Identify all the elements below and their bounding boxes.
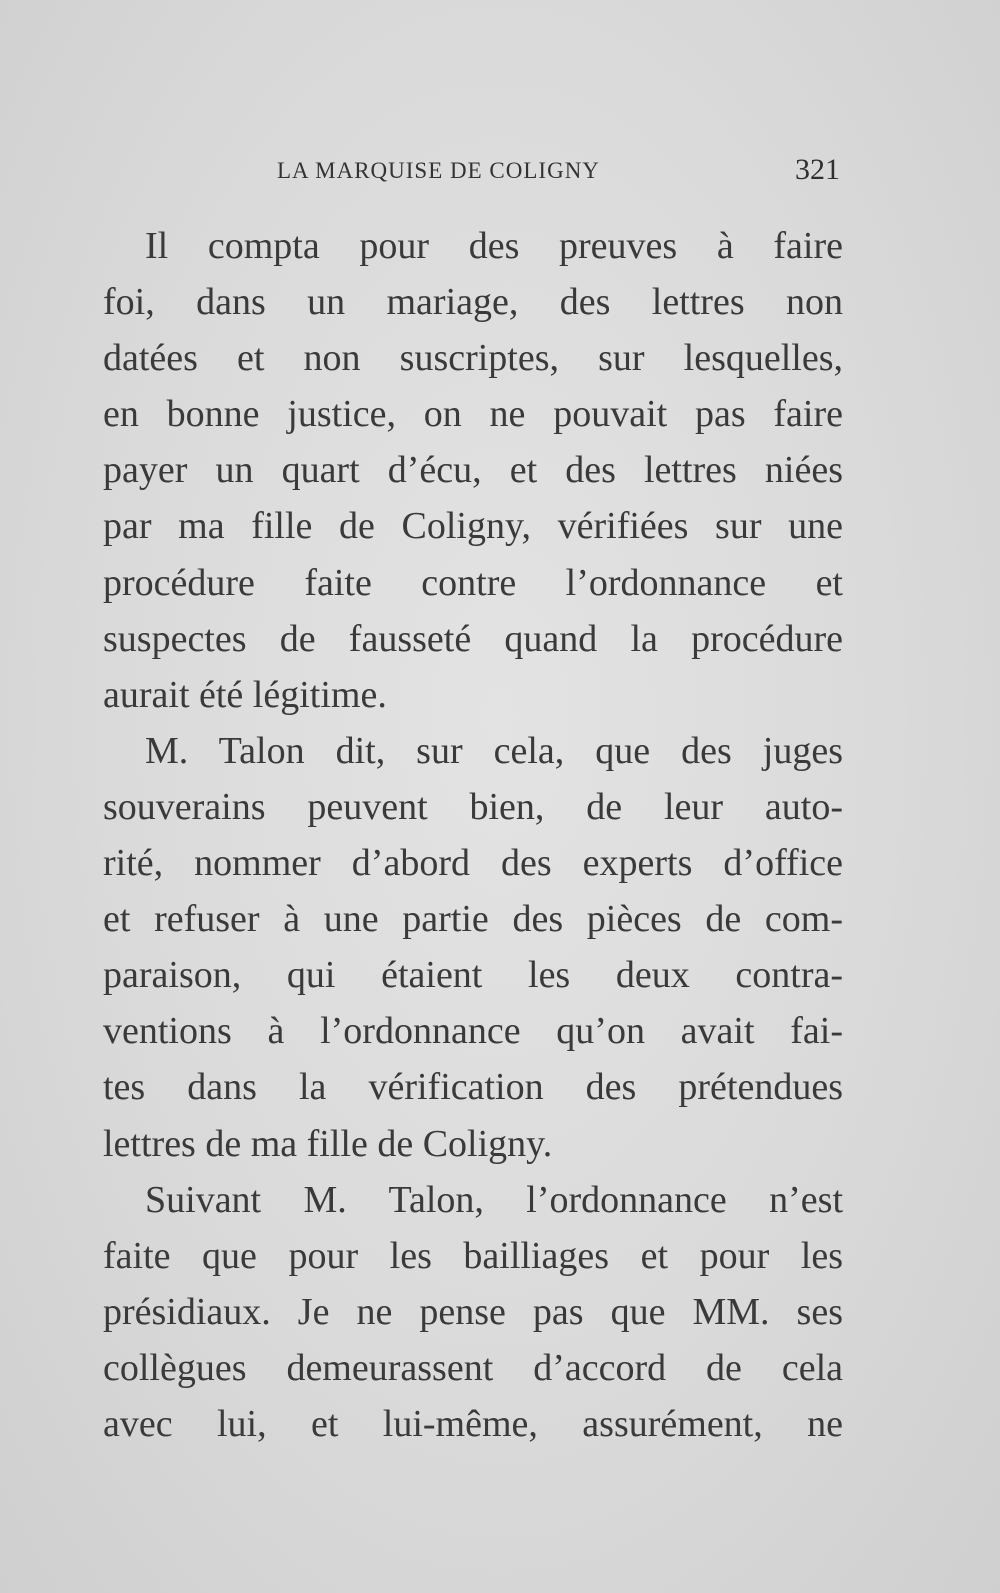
text-line: M. Talon dit, sur cela, que des juges (145, 729, 843, 772)
paragraph-3 (103, 1172, 843, 1452)
text-line: avec lui, et lui-même, assurément, ne (103, 1402, 843, 1445)
body-text (103, 218, 843, 1452)
text-line: tes dans la vérification des prétendues (103, 1066, 843, 1109)
text-line: et refuser à une partie des pièces de com- (103, 898, 843, 941)
text-line: datées et non suscriptes, sur lesquelles, (103, 337, 843, 380)
text-line: en bonne justice, on ne pouvait pas faire (103, 393, 843, 436)
text-line: présidiaux. Je ne pense pas que MM. ses (103, 1290, 843, 1333)
text-line: paraison, qui étaient les deux contra- (103, 954, 843, 997)
text-line: Il compta pour des preuves à faire (145, 225, 843, 267)
text-line: lettres de ma fille de Coligny. (103, 1122, 553, 1165)
text-line: rité, nommer d’abord des experts d’office (103, 842, 843, 885)
paragraph-1 (103, 218, 843, 723)
text-line: souverains peuvent bien, de leur auto- (103, 785, 843, 828)
text-line: suspectes de fausseté quand la procédure (103, 617, 843, 660)
text-line: foi, dans un mariage, des lettres non (103, 281, 843, 324)
running-head-title: LA MARQUISE DE COLIGNY (277, 158, 600, 183)
page-number: 321 (795, 153, 840, 186)
text-line: par ma fille de Coligny, vérifiées sur une (103, 505, 843, 548)
text-line: aurait été légitime. (103, 673, 387, 716)
paragraph-2 (103, 723, 843, 1172)
text-line: faite que pour les bailliages et pour les (103, 1234, 843, 1277)
text-line: procédure faite contre l’ordonnance et (103, 561, 843, 604)
text-line: payer un quart d’écu, et des lettres niées (103, 449, 843, 492)
text-line: Suivant M. Talon, l’ordonnance n’est (145, 1178, 843, 1221)
text-line: collègues demeurassent d’accord de cela (103, 1346, 843, 1389)
text-line: ventions à l’ordonnance qu’on avait fai- (103, 1010, 843, 1053)
